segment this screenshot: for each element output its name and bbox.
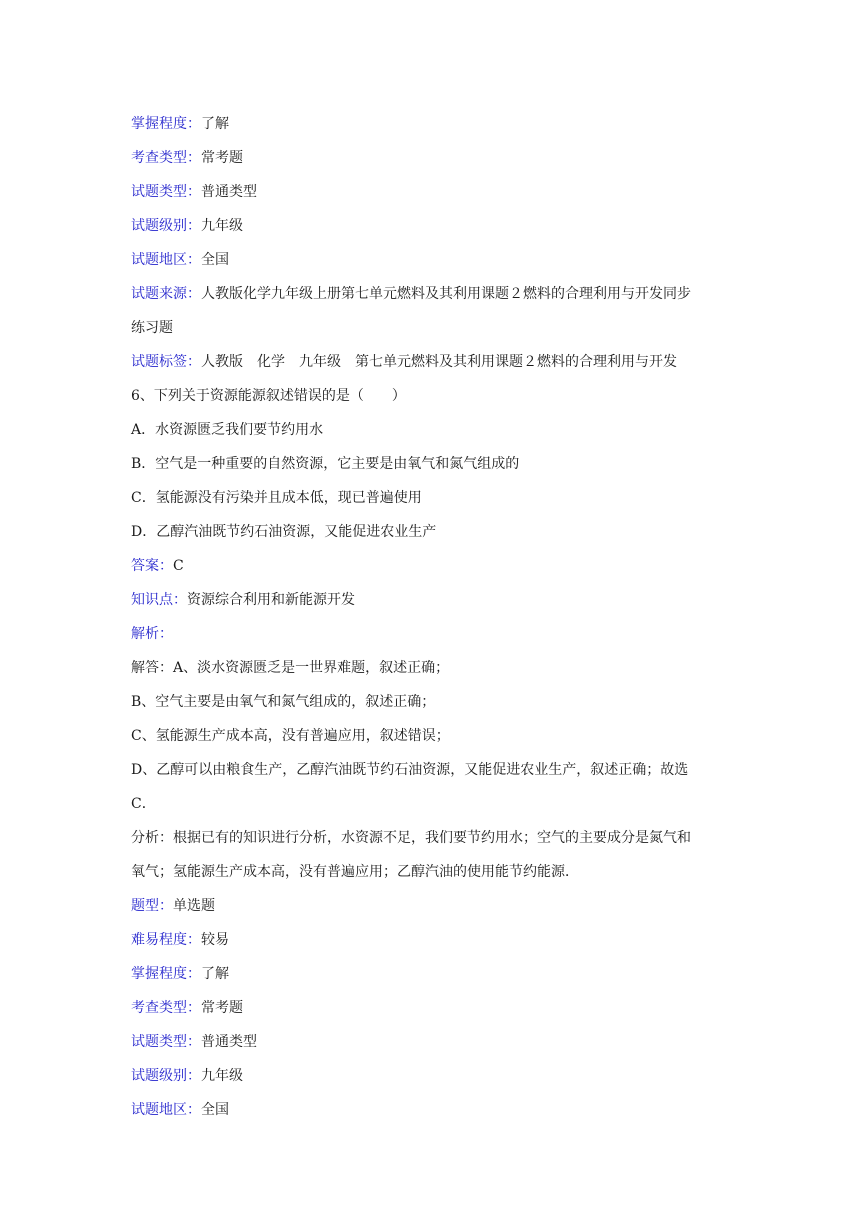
meta-value: 常考题 xyxy=(201,1000,243,1016)
solution-line: 解答：A、淡水资源匮乏是一世界难题，叙述正确； xyxy=(131,660,450,676)
fenxi-line: 分析：根据已有的知识进行分析，水资源不足，我们要节约用水；空气的主要成分是氮气和 xyxy=(131,830,691,846)
meta-value: 九年级 xyxy=(201,1068,243,1084)
meta-label: 考查类型 xyxy=(131,1000,187,1016)
meta-value: 全国 xyxy=(201,1102,229,1118)
meta-label: 试题类型 xyxy=(131,184,187,200)
meta-row-grade: 试题级别：九年级 xyxy=(131,218,243,234)
meta-label: 考查类型 xyxy=(131,150,187,166)
option-b: B．空气是一种重要的自然资源，它主要是由氧气和氮气组成的 xyxy=(131,456,520,472)
meta-row-exam-type: 考查类型：常考题 xyxy=(131,150,243,166)
solution-line: D、乙醇可以由粮食生产，乙醇汽油既节约石油资源，又能促进农业生产，叙述正确；故选 xyxy=(131,762,689,778)
tags-value: 人教版 化学 九年级 第七单元燃料及其利用课题２燃料的合理利用与开发 xyxy=(201,354,677,370)
meta-label: 试题地区 xyxy=(131,1102,187,1118)
answer-label: 答案 xyxy=(131,558,159,574)
meta-value: 常考题 xyxy=(201,150,243,166)
knowledge-value: 资源综合利用和新能源开发 xyxy=(187,592,355,608)
knowledge-label: 知识点 xyxy=(131,592,173,608)
meta-row-question-type: 试题类型：普通类型 xyxy=(131,1034,257,1050)
meta-value: 了解 xyxy=(201,116,229,132)
source-label: 试题来源 xyxy=(131,286,187,302)
meta-value: 普通类型 xyxy=(201,184,257,200)
meta-label: 难易程度 xyxy=(131,932,187,948)
tags-label: 试题标签 xyxy=(131,354,187,370)
meta-row-mastery: 掌握程度：了解 xyxy=(131,116,229,132)
meta-label: 试题级别 xyxy=(131,1068,187,1084)
meta-label: 试题级别 xyxy=(131,218,187,234)
meta-label: 掌握程度 xyxy=(131,966,187,982)
meta-row-mastery: 掌握程度：了解 xyxy=(131,966,229,982)
meta-row-question-type: 试题类型：普通类型 xyxy=(131,184,257,200)
meta-value: 九年级 xyxy=(201,218,243,234)
meta-value: 单选题 xyxy=(173,898,215,914)
document-page xyxy=(131,107,731,1127)
meta-value: 全国 xyxy=(201,252,229,268)
answer-value: C xyxy=(173,558,184,574)
meta-value: 了解 xyxy=(201,966,229,982)
meta-row-region: 试题地区：全国 xyxy=(131,252,229,268)
meta-row-region: 试题地区：全国 xyxy=(131,1102,229,1118)
solution-line: B、空气主要是由氧气和氮气组成的，叙述正确； xyxy=(131,694,436,710)
answer-row: 答案：C xyxy=(131,558,184,574)
source-value: 人教版化学九年级上册第七单元燃料及其利用课题２燃料的合理利用与开发同步 xyxy=(201,286,691,302)
meta-row-tags: 试题标签：人教版 化学 九年级 第七单元燃料及其利用课题２燃料的合理利用与开发 xyxy=(131,354,677,370)
option-c: C．氢能源没有污染并且成本低，现已普遍使用 xyxy=(131,490,422,506)
question-stem: 6、下列关于资源能源叙述错误的是（ ） xyxy=(131,388,406,404)
option-a: A．水资源匮乏我们要节约用水 xyxy=(131,422,324,438)
meta-label: 试题类型 xyxy=(131,1034,187,1050)
meta-label: 试题地区 xyxy=(131,252,187,268)
meta-row-source: 试题来源：人教版化学九年级上册第七单元燃料及其利用课题２燃料的合理利用与开发同步 xyxy=(131,286,691,302)
fenxi-line: 氧气；氢能源生产成本高，没有普遍应用；乙醇汽油的使用能节约能源． xyxy=(131,864,579,880)
meta-row-qtype: 题型：单选题 xyxy=(131,898,215,914)
source-value-cont: 练习题 xyxy=(131,320,173,336)
meta-label: 掌握程度 xyxy=(131,116,187,132)
meta-row-difficulty: 难易程度：较易 xyxy=(131,932,229,948)
solution-line: C． xyxy=(131,796,156,812)
meta-value: 普通类型 xyxy=(201,1034,257,1050)
meta-value: 较易 xyxy=(201,932,229,948)
meta-label: 题型 xyxy=(131,898,159,914)
analysis-label: 解析： xyxy=(131,626,173,642)
solution-line: C、氢能源生产成本高，没有普遍应用，叙述错误； xyxy=(131,728,450,744)
knowledge-row: 知识点：资源综合利用和新能源开发 xyxy=(131,592,355,608)
meta-row-source-cont xyxy=(131,311,731,345)
meta-row-exam-type: 考查类型：常考题 xyxy=(131,1000,243,1016)
meta-row-grade: 试题级别：九年级 xyxy=(131,1068,243,1084)
option-d: D．乙醇汽油既节约石油资源，又能促进农业生产 xyxy=(131,524,437,540)
